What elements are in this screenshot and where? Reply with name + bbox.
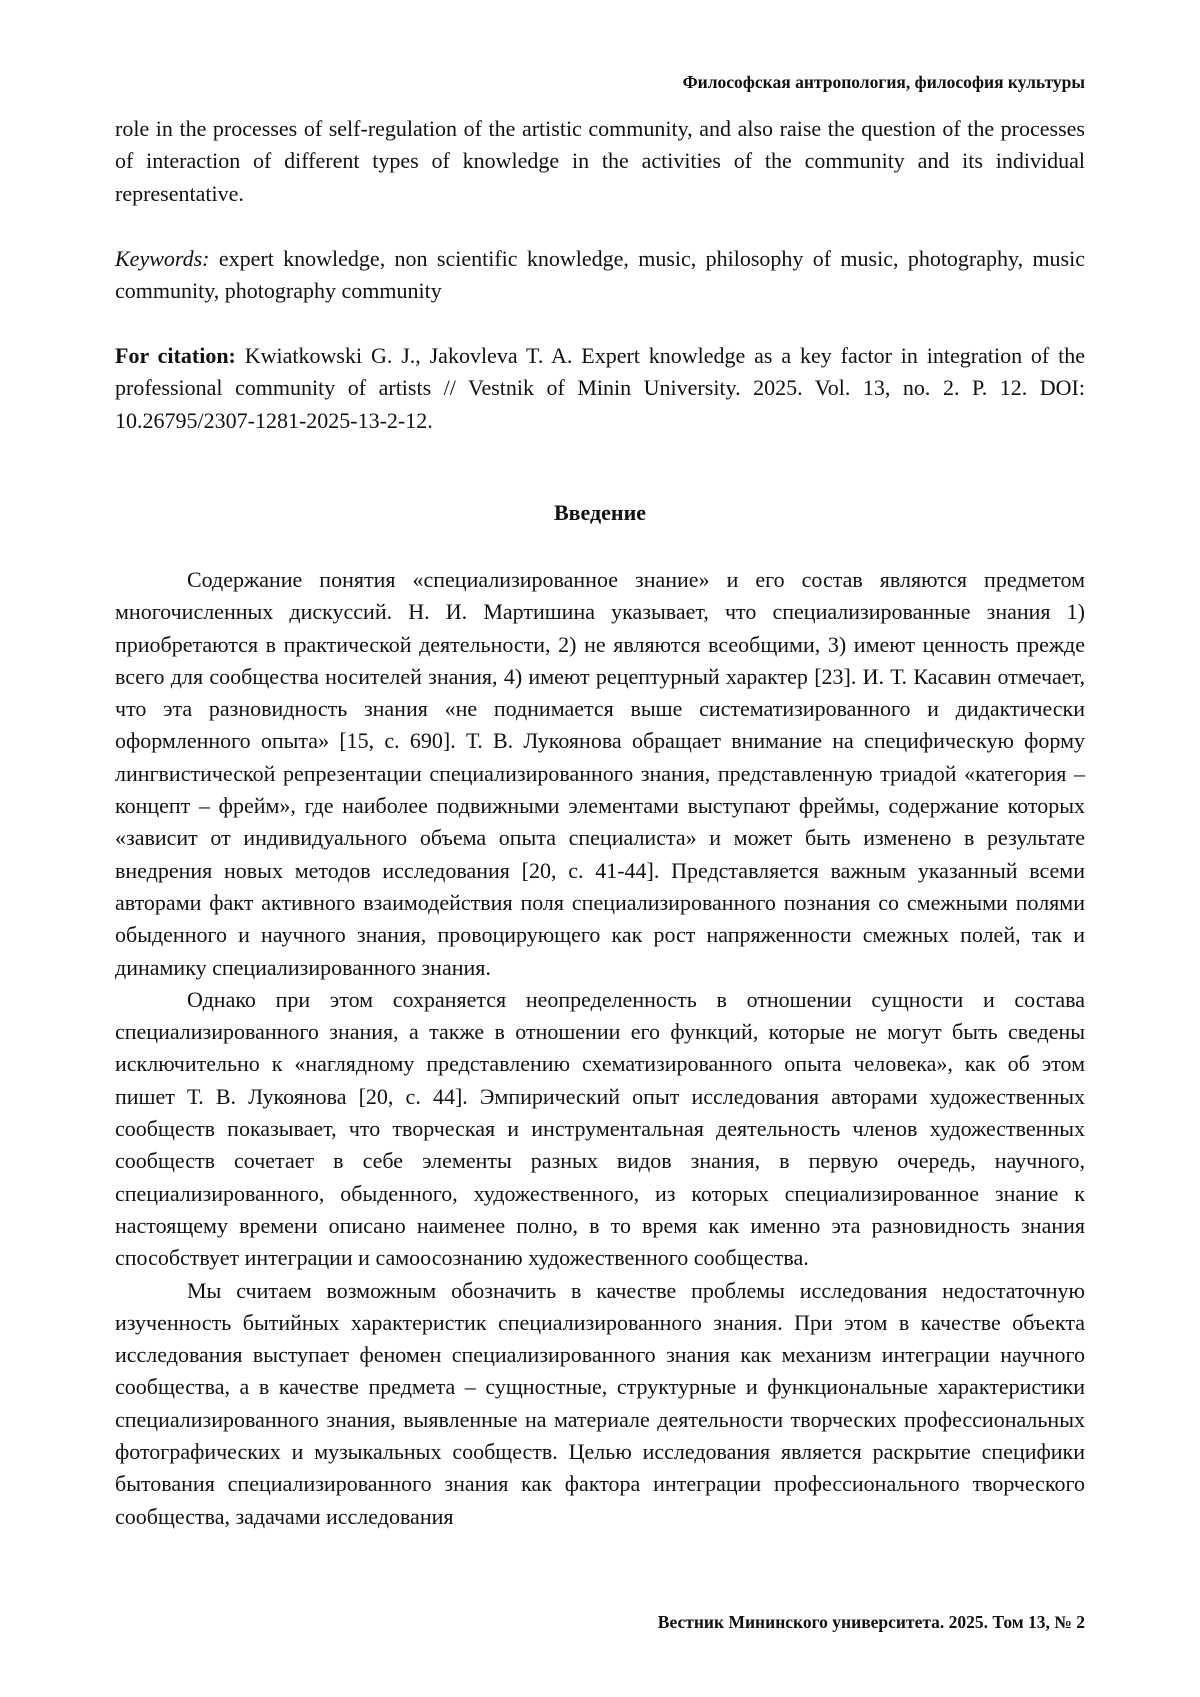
- keywords: [115, 243, 1085, 308]
- running-header: Философская антропология, философия культуры: [683, 72, 1085, 93]
- keywords-label: Keywords:: [115, 246, 210, 271]
- introduction-body: [115, 564, 1085, 1533]
- paragraph-3: Мы считаем возможным обозначить в качестве проблемы исследования недостаточную изученность бытийных характеристик специализированного знания. При этом в качестве объекта исследования выступает феномен специализированного знания как механизм интеграции научного сообщества, а в качестве предмета – сущностные, структурные и функциональные характеристики специализированного знания, выявленные на материале деятельности творческих профессиональных фотографических и музыкальных сообществ. Целью исследования является раскрытие специфики бытования специализированного знания как фактора интеграции профессионального творческого сообщества, задачами исследования: [115, 1275, 1085, 1533]
- citation: [115, 340, 1085, 437]
- section-title: Введение: [115, 500, 1085, 526]
- paragraph-2: Однако при этом сохраняется неопределенность в отношении сущности и состава специализированного знания, а также в отношении его функций, которые не могут быть сведены исключительно к «наглядному представлению схематизированного опыта человека», как об этом пишет Т. В. Лукоянова [20, с. 44]. Эмпирический опыт исследования авторами художественных сообществ показывает, что творческая и инструментальная деятельность членов художественных сообществ сочетает в себе элементы разных видов знания, в первую очередь, научного, специализированного, обыденного, художественного, из которых специализированное знание к настоящему времени описано наименее полно, в то время как именно эта разновидность знания способствует интеграции и самоосознанию художественного сообщества.: [115, 984, 1085, 1275]
- keywords-text: expert knowledge, non scientific knowledge, music, philosophy of music, photography, music community, photography community: [115, 246, 1085, 303]
- paragraph-1: Содержание понятия «специализированное знание» и его состав являются предметом многочисленных дискуссий. Н. И. Мартишина указывает, что специализированные знания 1) приобретаются в практической деятельности, 2) не являются всеобщими, 3) имеют ценность прежде всего для сообщества носителей знания, 4) имеют рецептурный характер [23]. И. Т. Касавин отмечает, что эта разновидность знания «не поднимается выше систематизированного и дидактически оформленного опыта» [15, с. 690]. Т. В. Лукоянова обращает внимание на специфическую форму лингвистической репрезентации специализированного знания, представленную триадой «категория – концепт – фрейм», где наиболее подвижными элементами выступают фреймы, содержание которых «зависит от индивидуального объема опыта специалиста» и может быть изменено в результате внедрения новых методов исследования [20, с. 41-44]. Представляется важным указанный всеми авторами факт активного взаимодействия поля специализированного познания со смежными полями обыденного и научного знания, провоцирующего как рост напряженности смежных полей, так и динамику специализированного знания.: [115, 564, 1085, 984]
- abstract-tail: role in the processes of self-regulation of the artistic community, and also raise the question of the processes of interaction of different types of knowledge in the activities of the community and its individual representative.: [115, 113, 1085, 210]
- running-footer: Вестник Мининского университета. 2025. Том 13, № 2: [658, 1612, 1085, 1633]
- citation-label: For citation:: [115, 343, 236, 368]
- citation-text: Kwiatkowski G. J., Jakovleva T. A. Expert knowledge as a key factor in integration of the professional community of artists // Vestnik of Minin University. 2025. Vol. 13, no. 2. P. 12. DOI: 10.26795/2307-1281-2025-13-2-12.: [115, 343, 1085, 433]
